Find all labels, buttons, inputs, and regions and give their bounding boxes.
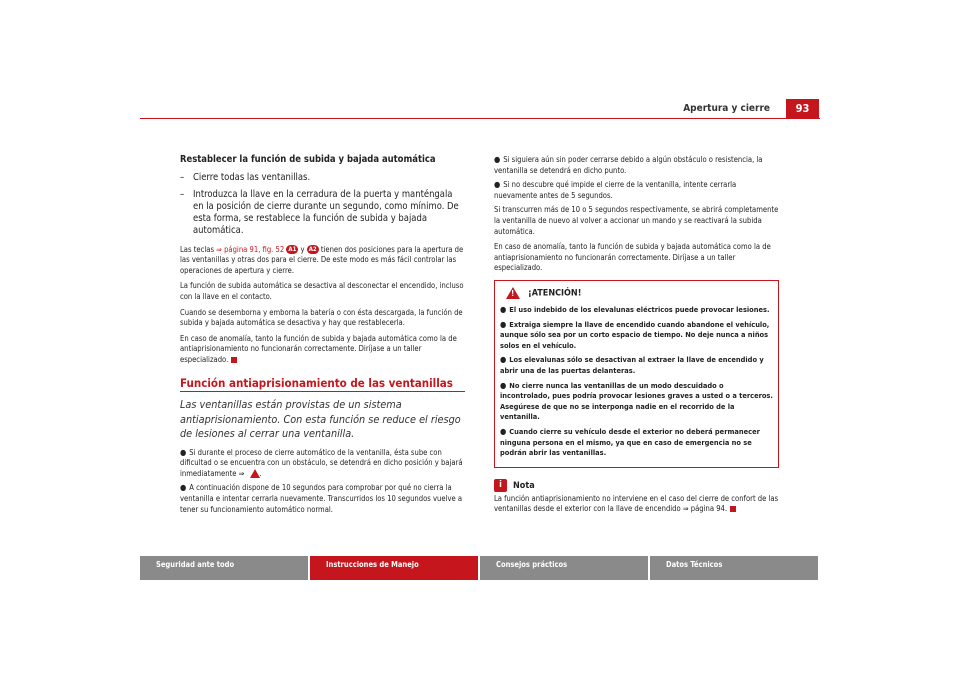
bullet-icon: ●	[500, 355, 507, 365]
list-item: ● Si siguiera aún sin poder cerrarse debido a algún obstáculo o resistencia, la ventanilla se detendrá en dicho punto.	[494, 155, 763, 175]
warning-triangle-icon	[506, 287, 520, 299]
step-2: – Introduzca la llave en la cerradura de la puerta y manténgala en la posición de cierre durante un segundo, como mínimo. De esta forma, se restablece la función de subida y bajada automática.	[180, 188, 459, 236]
attention-item: ● Los elevalunas sólo se desactivan al extraer la llave de encendido y abrir una de las puertas delanteras.	[500, 355, 764, 375]
subsection-heading: Restablecer la función de subida y bajada automática	[180, 154, 436, 165]
footer-nav	[140, 556, 818, 580]
end-of-section-icon	[730, 506, 736, 512]
bullet-icon: ●	[500, 319, 507, 329]
tab-consejos[interactable]: Consejos prácticos	[480, 556, 648, 580]
paragraph-battery: Cuando se desemborna y emborna la batería o con ésta descargada, la función de subida y bajada automática se desactiva y hay que restablecerla.	[180, 307, 463, 328]
bullet-icon: ●	[500, 426, 507, 436]
attention-item: ● No cierre nunca las ventanillas de un modo descuidado o incontrolado, pues podría provocar lesiones graves a usted o a terceros. Asegúrese de que no se interponga nadie en el recorrido de la ventanilla.	[500, 380, 773, 422]
right-column	[494, 155, 779, 520]
list-item: ● Si durante el proceso de cierre automático de la ventanilla, ésta sube con dificultad o se encuentra con un obstáculo, se detendrá en dicho posición y bajará inmediatamente ⇒ .	[180, 447, 463, 478]
step-dash: –	[180, 188, 185, 200]
paragraph-timeout: Si transcurren más de 10 o 5 segundos respectivamente, se abrirá completamente la ventanilla de nuevo al volver a accionar un mando y se reactivará la subida automática.	[494, 205, 779, 236]
tab-seguridad[interactable]: Seguridad ante todo	[140, 556, 308, 580]
callout-a1-icon: A1	[288, 246, 297, 254]
attention-box	[494, 280, 779, 468]
attention-item: ● Cuando cierre su vehículo desde el exterior no deberá permanecer ninguna persona en el mismo, ya que en caso de emergencia no se podrán abrir las ventanillas.	[500, 426, 760, 458]
section-intro: Las ventanillas están provistas de un sistema antiaprisionamiento. Con esta función se reduce el riesgo de lesiones al cerrar una ventanilla.	[180, 398, 461, 441]
paragraph-anomaly: En caso de anomalía, tanto la función de subida y bajada automática como la de antiaprisionamiento no funcionarán correctamente. Diríjase a un taller especializado.	[180, 333, 457, 364]
attention-item: ● El uso indebido de los elevalunas eléctricos puede provocar lesiones.	[500, 305, 770, 315]
bullet-icon: ●	[494, 155, 501, 164]
paragraph-anomaly-right: En caso de anomalía, tanto la función de subida y bajada automática como la de antiaprisionamiento no funcionarán correctamente. Diríjase a un taller especializado.	[494, 242, 771, 273]
page-number: 93	[786, 99, 819, 118]
end-of-section-icon	[231, 357, 237, 363]
bullet-icon: ●	[180, 447, 187, 457]
note-icon: i	[494, 479, 507, 492]
page-header-title: Apertura y cierre	[683, 103, 770, 114]
paragraph-keys: Las teclas ⇒ página 91, fig. 52 A1 y A2 tienen dos posiciones para la apertura de las ventanillas y otras dos para el cierre. De este modo es más fácil controlar las operaciones de apertura y cierre.	[180, 244, 464, 275]
warning-triangle-icon[interactable]	[250, 469, 260, 478]
attention-heading: !¡ATENCIÓN!	[500, 287, 773, 299]
bullet-icon: ●	[180, 483, 187, 493]
header-rule	[140, 118, 820, 119]
paragraph-ignition: La función de subida automática se desactiva al desconectar el encendido, incluso con la llave en el contacto.	[180, 281, 464, 301]
attention-item: ● Extraiga siempre la llave de encendido cuando abandone el vehículo, aunque sólo sea por un corto espacio de tiempo. No deje nunca a niños solos en el vehículo.	[500, 319, 770, 350]
list-item: ● A continuación dispone de 10 segundos para comprobar por qué no cierra la ventanilla e intentar cerrarla nuevamente. Transcurridos los 10 segundos vuelve a tener su funcionamiento automático normal.	[180, 483, 463, 514]
note-block	[494, 479, 779, 515]
step-1: – Cierre todas las ventanillas.	[180, 171, 311, 183]
list-item: ● Si no descubre qué impide el cierre de la ventanilla, intente cerrarla nuevamente antes de 5 segundos.	[494, 180, 737, 200]
bullet-icon: ●	[500, 305, 507, 315]
tab-instrucciones[interactable]: Instrucciones de Manejo	[310, 556, 478, 580]
page-reference-link[interactable]: ⇒ página 91, fig. 52	[216, 244, 285, 254]
left-column	[180, 155, 465, 519]
tab-datos[interactable]: Datos Técnicos	[650, 556, 818, 580]
note-heading: i Nota	[494, 479, 779, 492]
callout-a2-icon: A2	[308, 246, 317, 254]
bullet-icon: ●	[500, 380, 507, 390]
section-title: Función antiaprisionamiento de las ventanillas	[180, 378, 465, 393]
bullet-icon: ●	[494, 180, 501, 190]
note-text: La función antiaprisionamiento no interviene en el caso del cierre de confort de las ventanillas desde el exterior con la llave de encendido ⇒ página 94.	[494, 493, 779, 514]
step-dash: –	[180, 171, 185, 183]
